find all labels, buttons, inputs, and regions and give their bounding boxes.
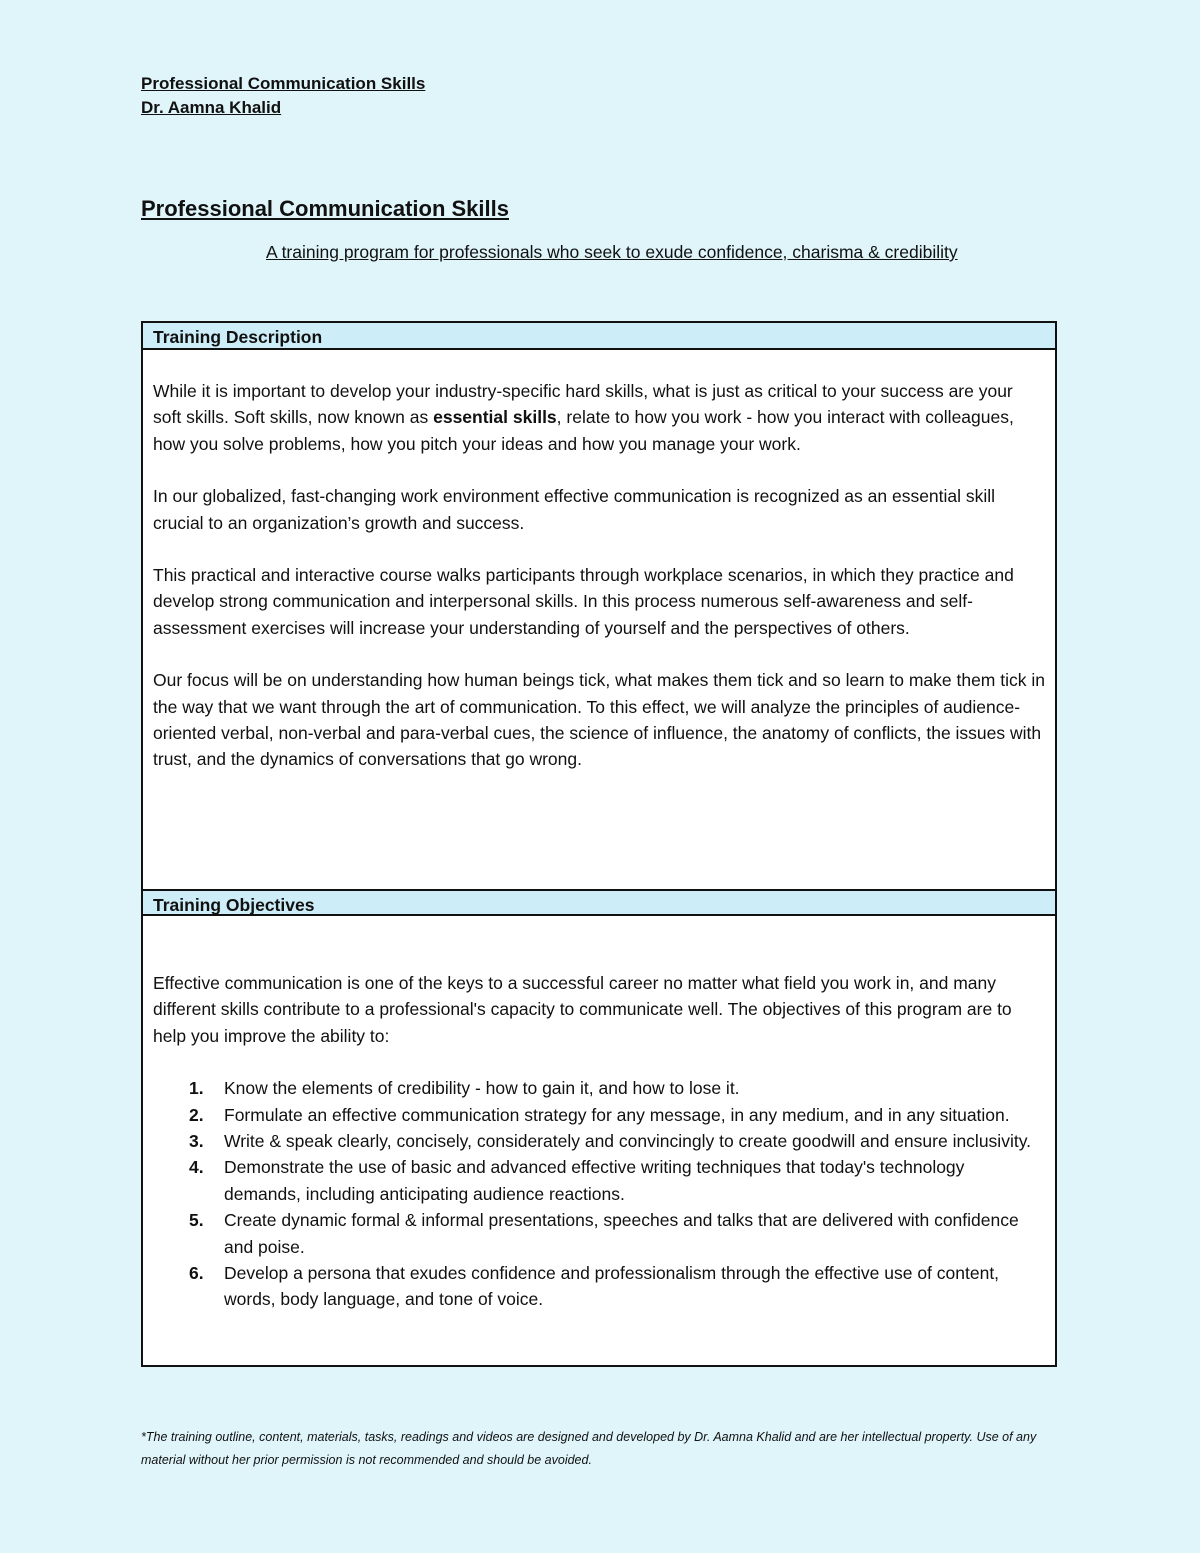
description-text: , relate to how you work - how you interact with colleagues, how you solve problems, how you pitch your ideas and how you manage your work. (153, 407, 1014, 454)
description-paragraph: This practical and interactive course walks participants through workplace scenarios, in which they practice and develop strong communication and interpersonal skills. In this process numerous self-awareness and self-assessment exercises will increase your understanding of yourself and the perspectives of others. (153, 565, 1014, 638)
list-item (153, 1154, 1045, 1207)
list-item-text: Demonstrate the use of basic and advanced effective writing techniques that today's technology demands, including anticipating audience reactions. (224, 1157, 965, 1204)
document-header (141, 72, 425, 120)
page-title: Professional Communication Skills (141, 196, 509, 221)
header-author: Dr. Aamna Khalid (141, 98, 282, 117)
section-heading-description: Training Description (143, 323, 1055, 350)
objectives-list (153, 1075, 1045, 1313)
description-body (143, 350, 1055, 889)
copyright-footnote: *The training outline, content, materials, tasks, readings and videos are designed and developed by Dr. Aamna Khalid and are her intellectual property. Use of any material without her prior permission is not recommended and should be avoided. (141, 1430, 1037, 1467)
list-item (153, 1260, 1045, 1313)
objectives-body (143, 916, 1055, 1313)
list-item (153, 1128, 1045, 1154)
list-item (153, 1075, 1045, 1101)
section-heading-objectives: Training Objectives (143, 889, 1055, 916)
list-item-text: Create dynamic formal & informal presentations, speeches and talks that are delivered with confidence and poise. (224, 1210, 1019, 1257)
list-item-text: Formulate an effective communication strategy for any message, in any medium, and in any situation. (224, 1104, 1010, 1125)
list-item-text: Write & speak clearly, concisely, considerately and convincingly to create goodwill and ensure inclusivity. (224, 1131, 1032, 1152)
description-text: While it is important to develop your industry-specific hard skills, what is just as critical to your success are your soft skills. Soft skills, now known as (153, 381, 1013, 428)
header-course-name: Professional Communication Skills (141, 74, 426, 93)
objectives-intro: Effective communication is one of the keys to a successful career no matter what field you work in, and many different skills contribute to a professional's capacity to communicate well. The objectives of this program are to help you improve the ability to: (153, 973, 1012, 1046)
list-item (153, 1207, 1045, 1260)
list-item-text: Develop a persona that exudes confidence and professionalism through the effective use of content, words, body language, and tone of voice. (224, 1263, 1000, 1310)
page-subtitle: A training program for professionals who seek to exude confidence, charisma & credibility (266, 242, 958, 262)
description-paragraph: In our globalized, fast-changing work environment effective communication is recognized as an essential skill crucial to an organization’s growth and success. (153, 486, 996, 533)
list-item (153, 1102, 1045, 1128)
training-table (141, 321, 1057, 1367)
list-number: 4. (189, 1157, 204, 1178)
essential-skills-emphasis: essential skills (433, 407, 557, 428)
list-number: 2. (189, 1104, 204, 1125)
list-number: 5. (189, 1210, 204, 1231)
list-number: 3. (189, 1131, 204, 1152)
list-item-text: Know the elements of credibility - how to gain it, and how to lose it. (224, 1078, 740, 1099)
list-number: 1. (189, 1078, 204, 1099)
description-paragraph (153, 378, 1045, 457)
list-number: 6. (189, 1263, 204, 1284)
description-paragraph: Our focus will be on understanding how human beings tick, what makes them tick and so learn to make them tick in the way that we want through the art of communication. To this effect, we will analyze the principles of audience-oriented verbal, non-verbal and para-verbal cues, the science of influence, the anatomy of conflicts, the issues with trust, and the dynamics of conversations that go wrong. (153, 670, 1045, 770)
